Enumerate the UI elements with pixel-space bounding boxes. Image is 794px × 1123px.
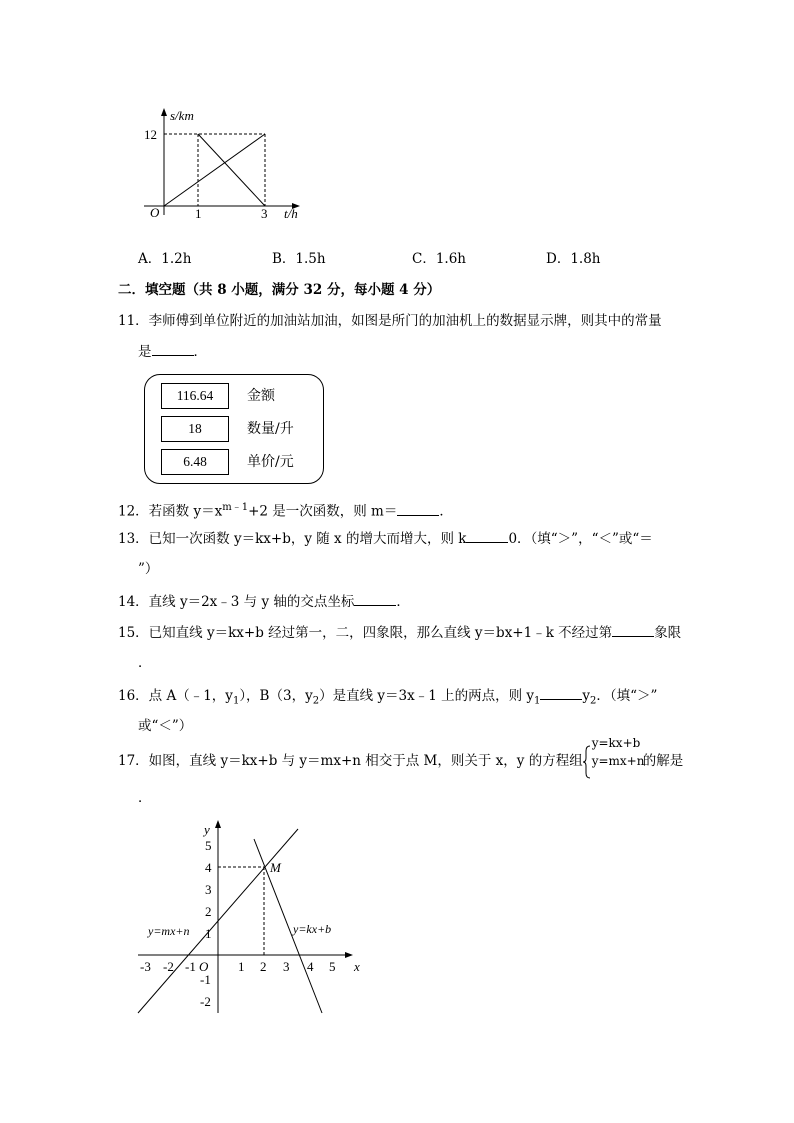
q12-suffix: ． — [439, 503, 453, 520]
graph2-label-mx-n: y=mx+n — [148, 924, 190, 938]
graph1-y-arrow — [161, 108, 167, 116]
q13-line2: ”） — [138, 561, 159, 577]
graph2-y-tick-4: 4 — [205, 860, 212, 875]
graph1-line-falling — [198, 134, 265, 206]
q16-text-a: 16．点 A（﹣1，y — [118, 688, 233, 704]
graph1-y-tick-12: 12 — [144, 127, 157, 142]
graph2-x-label: x — [354, 959, 360, 974]
graph1-x-label: t/h — [284, 206, 298, 221]
q14-prefix: 14．直线 y＝2x﹣3 与 y 轴的交点坐标 — [118, 594, 355, 610]
q17-equation-system — [583, 735, 645, 779]
q11-answer-blank[interactable] — [152, 343, 194, 356]
graph2-x-tick-5: 5 — [329, 959, 336, 974]
q12 — [118, 499, 453, 521]
q11-line1: 11．李师傅到单位附近的加油站加油，如图是所门的加油机上的数据显示牌，则其中的常量 — [118, 313, 662, 329]
q17-text: 17．如图，直线 y＝kx+b 与 y＝mx+n 相交于点 M，则关于 x，y 的方程组 — [118, 753, 583, 769]
board-amount-value: 116.64 — [161, 383, 229, 409]
graph2-y-label: y — [204, 822, 210, 837]
q16-sub3: 1 — [534, 695, 541, 707]
q17-text-end: 的解是 — [642, 753, 684, 769]
option-c[interactable]: C．1.6h — [412, 251, 466, 267]
graph2-x-tick-neg1: -1 — [185, 959, 196, 974]
q13-line1 — [118, 530, 653, 548]
q15-text-a: 15．已知直线 y＝kx+b 经过第一，二，四象限，那么直线 y＝bx+1﹣k 不经过第 — [118, 625, 613, 641]
q16-text-b: ），B（3，y — [239, 688, 313, 704]
q12-exponent: m﹣1 — [222, 502, 249, 513]
q11-line2 — [138, 343, 207, 361]
graph2-x-arrow — [345, 952, 353, 958]
graph2-x-tick-3: 3 — [283, 959, 290, 974]
option-b[interactable]: B．1.5h — [272, 251, 326, 267]
q13-text-a: 13．已知一次函数 y＝kx+b，y 随 x 的增大而增大，则 k — [118, 531, 467, 547]
graph1-x-tick-1: 1 — [195, 206, 202, 221]
q17-brace-icon — [583, 745, 591, 779]
graph1-y-label: s/km — [170, 108, 194, 123]
graph2-x-tick-1: 1 — [238, 959, 245, 974]
graph2-x-tick-neg3: -3 — [140, 959, 151, 974]
intersecting-lines-graph — [130, 815, 380, 1020]
graph2-x-tick-neg2: -2 — [163, 959, 174, 974]
option-d[interactable]: D．1.8h — [546, 251, 601, 267]
fuel-display-board — [144, 374, 324, 484]
option-a[interactable]: A．1.2h — [138, 251, 192, 267]
board-quantity-label: 数量/升 — [247, 421, 294, 437]
q15-answer-blank[interactable] — [612, 624, 654, 637]
q15-line2: ． — [138, 655, 152, 671]
q15-line1 — [118, 624, 681, 642]
graph1-x-tick-3: 3 — [261, 206, 268, 221]
q16-line2: 或“＜”） — [138, 718, 193, 734]
graph2-y-arrow — [215, 820, 221, 828]
q11-suffix: ． — [193, 344, 207, 360]
graph2-point-m: M — [270, 860, 281, 875]
graph2-y-tick-neg1: -1 — [200, 972, 211, 987]
board-price-value: 6.48 — [161, 449, 229, 475]
graph2-y-tick-1: 1 — [205, 926, 212, 941]
q16-answer-blank[interactable] — [540, 687, 582, 700]
q16-text-c: ）是直线 y＝3x﹣1 上的两点，则 y — [319, 688, 534, 704]
q16-sub2: 2 — [312, 695, 320, 707]
q16-text-d: ．（填“＞” — [596, 688, 658, 704]
q16-sub1: 1 — [232, 695, 240, 707]
q13-text-b: 0．（填“＞”，“＜”或“＝ — [508, 531, 653, 547]
q16-y2: y — [582, 688, 591, 704]
graph2-label-kx-b: y=kx+b — [293, 922, 332, 936]
q13-answer-blank[interactable] — [466, 530, 508, 543]
q12-prefix: 12．若函数 y＝x — [118, 503, 223, 520]
q12-middle: +2 是一次函数，则 m＝ — [248, 503, 398, 520]
q17-line1 — [118, 735, 684, 779]
board-amount-label: 金额 — [247, 388, 275, 404]
board-price-label: 单价/元 — [247, 454, 294, 470]
q16-sub4: 2 — [590, 695, 597, 707]
q14-suffix: ． — [396, 594, 410, 610]
graph2-y-tick-2: 2 — [205, 904, 212, 919]
board-quantity-value: 18 — [161, 416, 229, 442]
q17-line2: ． — [138, 790, 152, 806]
section-title: 二．填空题（共 8 小题，满分 32 分，每小题 4 分） — [118, 282, 441, 298]
q17-eq1: y=kx+b — [591, 735, 641, 750]
graph2-origin: O — [199, 959, 209, 974]
q15-text-b: 象限 — [654, 625, 682, 641]
q16-line1 — [118, 687, 657, 711]
distance-time-graph — [130, 100, 320, 225]
graph2-y-tick-neg2: -2 — [200, 994, 211, 1009]
graph1-line-rising — [164, 134, 265, 206]
q14-answer-blank[interactable] — [354, 593, 396, 606]
graph2-y-tick-3: 3 — [205, 882, 212, 897]
q14 — [118, 593, 410, 611]
q17-eq2: y=mx+n — [591, 753, 645, 768]
graph2-y-tick-5: 5 — [205, 838, 212, 853]
graph1-origin: O — [150, 205, 160, 220]
q11-prefix: 是 — [138, 344, 152, 360]
q12-answer-blank[interactable] — [397, 503, 439, 516]
graph2-x-tick-2: 2 — [260, 959, 267, 974]
graph2-x-tick-4: 4 — [307, 959, 314, 974]
